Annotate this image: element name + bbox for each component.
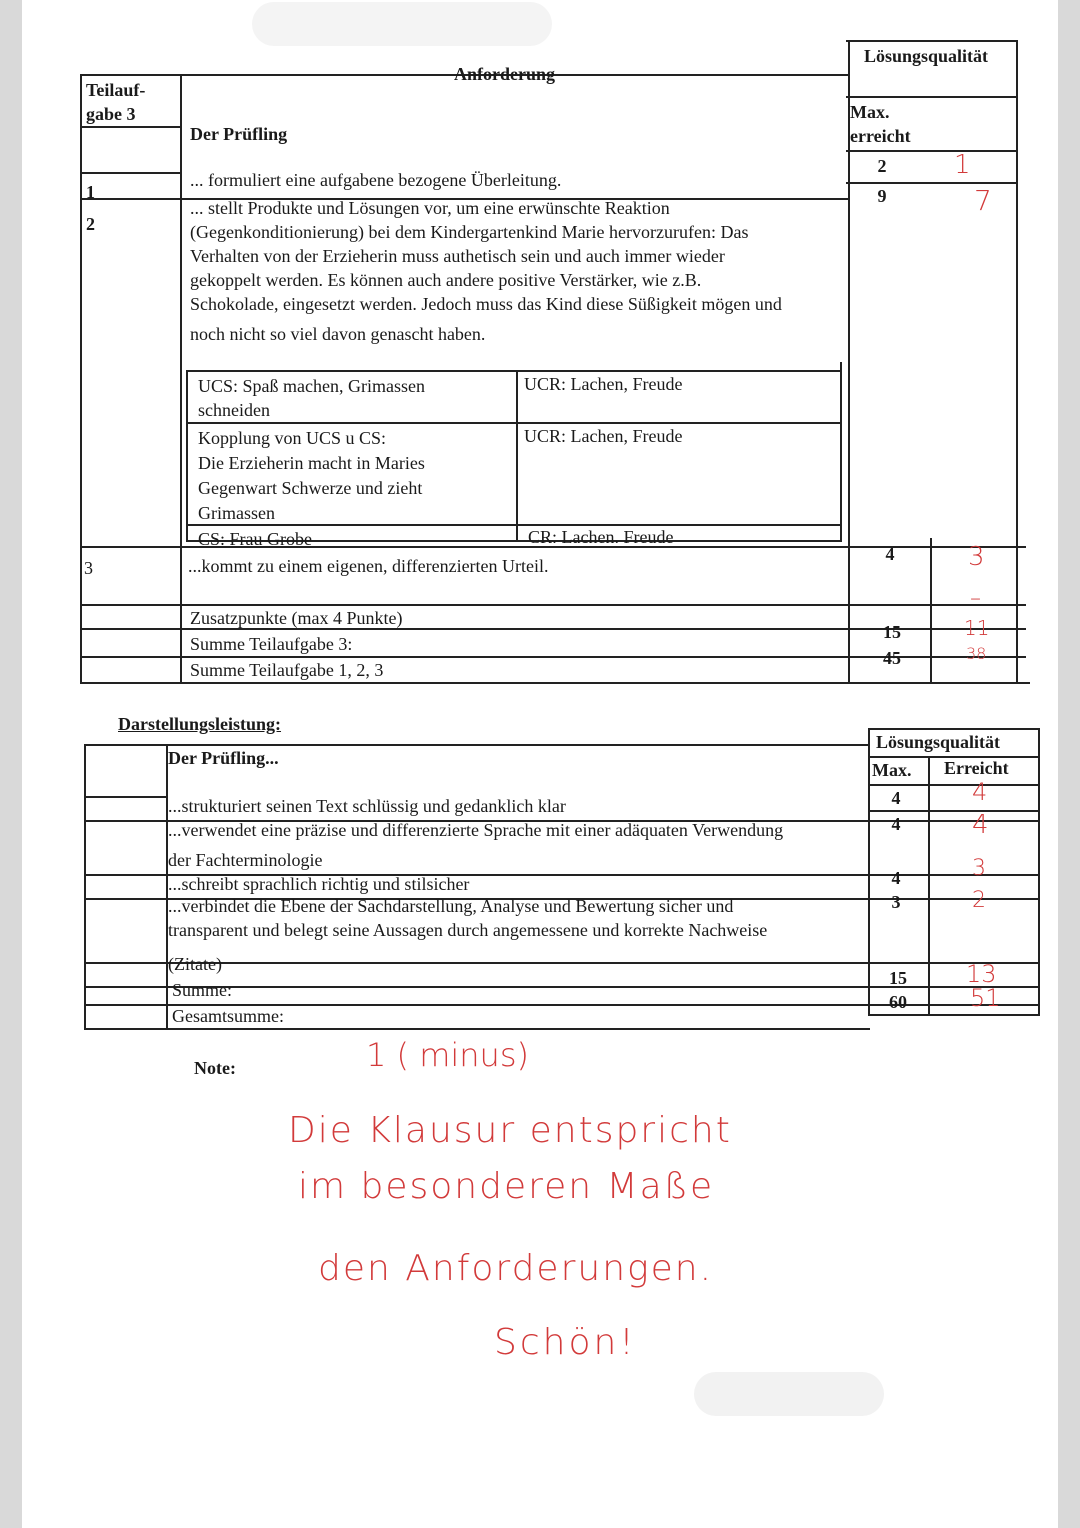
criterion-text-line: Schokolade, eingesetzt werden. Jedoch muss das Kind diese Süßigkeit mögen und: [190, 294, 782, 314]
inner-cell-left: schneiden: [198, 400, 270, 420]
der-pruefling-label: Der Prüfling: [190, 124, 288, 144]
note-label: Note:: [194, 1058, 236, 1078]
col-loesungsqualitaet-header: Lösungsqualität: [864, 46, 989, 66]
achieved-points: 3: [972, 856, 986, 881]
inner-cell-left: Grimassen: [198, 503, 275, 523]
col-max-header: Max.: [872, 760, 912, 780]
criterion-text-line: ...verbindet die Ebene der Sachdarstellung, Analyse und Bewertung sicher und: [168, 896, 734, 916]
criterion-text-line: ... stellt Produkte und Lösungen vor, um eine erwünschte Reaktion: [190, 198, 670, 218]
criterion-text-line: ...strukturiert seinen Text schlüssig und gedanklich klar: [168, 796, 566, 816]
criterion-text-line: ...verwendet eine präzise und differenzierte Sprache mit einer adäquaten Verwendung: [168, 820, 784, 840]
scanned-page: [22, 0, 1058, 1528]
summe-123-max: 45: [883, 648, 901, 668]
achieved-points: 7: [974, 184, 992, 217]
inner-cell-right: CR: Lachen. Freude: [528, 527, 674, 547]
der-pruefling-label: Der Prüfling...: [168, 748, 279, 768]
inner-cell-left: Gegenwart Schwerze und zieht: [198, 478, 423, 498]
inner-cell-right: UCR: Lachen, Freude: [524, 426, 683, 446]
col-teilaufgabe-header: Teilauf- gabe 3: [86, 80, 146, 124]
inner-cell-left: Die Erzieherin macht in Maries: [198, 453, 425, 473]
criterion-text-line: der Fachterminologie: [168, 850, 323, 870]
row-number: 3: [84, 558, 93, 578]
inner-cell-right: UCR: Lachen, Freude: [524, 374, 683, 394]
inner-cell-left: CS: Frau Grobe: [198, 529, 312, 549]
max-points: 4: [891, 788, 901, 808]
comment-line: Die Klausur entspricht: [288, 1110, 732, 1151]
achieved-points: 4: [972, 810, 989, 840]
max-points: 2: [877, 156, 887, 176]
inner-cell-left: Kopplung von UCS u CS:: [198, 428, 387, 448]
zusatzpunkte-achieved: –: [970, 586, 981, 611]
comment-line: im besonderen Maße: [298, 1166, 715, 1207]
row-number: 2: [86, 214, 95, 234]
gesamtsumme-achieved: 51: [970, 984, 1001, 1012]
summe-teilaufgabe3-max: 15: [883, 622, 901, 642]
darstellungsleistung-title: Darstellungsleistung:: [118, 714, 282, 734]
col-max-header: Max.: [850, 102, 890, 122]
summe-123-achieved: 38: [966, 644, 987, 663]
achieved-points: 3: [968, 542, 985, 572]
max-points: 3: [891, 892, 901, 912]
criterion-text-line: gekoppelt werden. Es können auch andere positive Verstärker, wie z.B.: [190, 270, 702, 290]
summe-max: 15: [889, 968, 907, 988]
gesamtsumme-max: 60: [889, 992, 907, 1012]
comment-line: den Anforderungen.: [318, 1248, 714, 1289]
criterion-text: ...kommt zu einem eigenen, differenzierten Urteil.: [188, 556, 549, 576]
summe-label: Summe:: [172, 980, 233, 1000]
max-points: 9: [877, 186, 887, 206]
achieved-points: 1: [954, 150, 971, 180]
comment-line: Schön!: [494, 1322, 637, 1363]
summe-achieved: 13: [966, 960, 997, 988]
gesamtsumme-label: Gesamtsumme:: [172, 1006, 284, 1026]
row-number: 1: [86, 182, 95, 202]
col-erreicht-header: erreicht: [850, 126, 911, 146]
summe-teilaufgabe3-achieved: 11: [964, 616, 990, 640]
achieved-points: 4: [972, 778, 988, 806]
col-anforderung-header: Anforderung: [454, 64, 556, 84]
summe-teilaufgabe3-label: Summe Teilaufgabe 3:: [190, 634, 353, 654]
criterion-text-line: (Zitate): [168, 954, 222, 974]
max-points: 4: [891, 814, 901, 834]
criterion-text-line: noch nicht so viel davon genascht haben.: [190, 324, 486, 344]
note-value: 1 ( minus): [366, 1036, 529, 1074]
max-points: 4: [891, 868, 901, 888]
criterion-text: ... formuliert eine aufgabene bezogene Überleitung.: [190, 170, 562, 190]
col-erreicht-header: Erreicht: [944, 758, 1009, 778]
criterion-text-line: ...schreibt sprachlich richtig und stilsicher: [168, 874, 470, 894]
summe-123-label: Summe Teilaufgabe 1, 2, 3: [190, 660, 384, 680]
criterion-text-line: Verhalten von der Erzieherin muss authetisch sein und auch immer wieder: [190, 246, 725, 266]
col-loesungsqualitaet-header: Lösungsqualität: [876, 732, 1001, 752]
criterion-text-line: (Gegenkonditionierung) bei dem Kindergartenkind Marie hervorzurufen: Das: [190, 222, 749, 242]
achieved-points: 2: [972, 888, 986, 913]
redaction-signature: [694, 1372, 884, 1416]
inner-cell-left: UCS: Spaß machen, Grimassen: [198, 376, 425, 396]
max-points: 4: [885, 544, 895, 564]
redaction-top: [252, 2, 552, 46]
zusatzpunkte-label: Zusatzpunkte (max 4 Punkte): [190, 608, 403, 628]
criterion-text-line: transparent und belegt seine Aussagen durch angemessene und korrekte Nachweise: [168, 920, 768, 940]
